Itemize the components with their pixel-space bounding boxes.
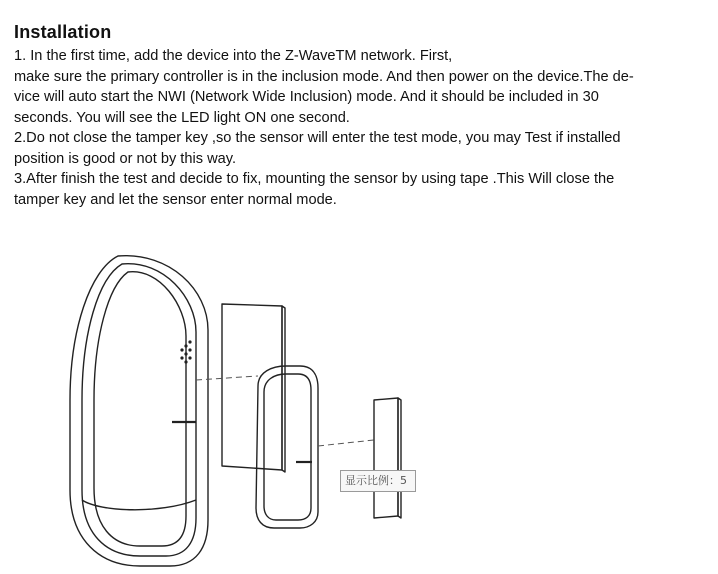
instruction-line: make sure the primary controller is in the inclusion mode. And then power on the device.The de- — [14, 68, 634, 85]
magnet-housing — [256, 366, 318, 528]
alignment-line-upper — [196, 376, 258, 380]
right-mounting-strip — [374, 398, 398, 518]
instruction-line: 1. In the first time, add the device into the Z-WaveTM network. First, — [14, 48, 453, 64]
main-sensor-bezel — [94, 272, 186, 546]
instruction-line: seconds. You will see the LED light ON one second. — [14, 109, 350, 126]
instruction-line: 3.After finish the test and decide to fix, mounting the sensor by using tape .This Will close the — [14, 171, 615, 187]
instruction-line: tamper key and let the sensor enter normal mode. — [14, 191, 337, 208]
zoom-watermark: 显示比例：5 — [340, 470, 416, 492]
left-mounting-plate — [222, 304, 282, 470]
main-sensor-outer-shell — [70, 256, 208, 566]
main-sensor-seam — [82, 500, 196, 510]
instructions-text — [14, 46, 704, 210]
sensor-installation-illustration — [0, 238, 718, 574]
instruction-line: 2.Do not close the tamper key ,so the sensor will enter the test mode, you may Test if installed — [14, 130, 621, 146]
instruction-line: vice will auto start the NWI (Network Wide Inclusion) mode. And it should be included in 30 — [14, 89, 599, 105]
alignment-line-lower — [318, 440, 374, 446]
instruction-line: position is good or not by this way. — [14, 150, 236, 167]
section-heading: Installation — [14, 22, 112, 42]
